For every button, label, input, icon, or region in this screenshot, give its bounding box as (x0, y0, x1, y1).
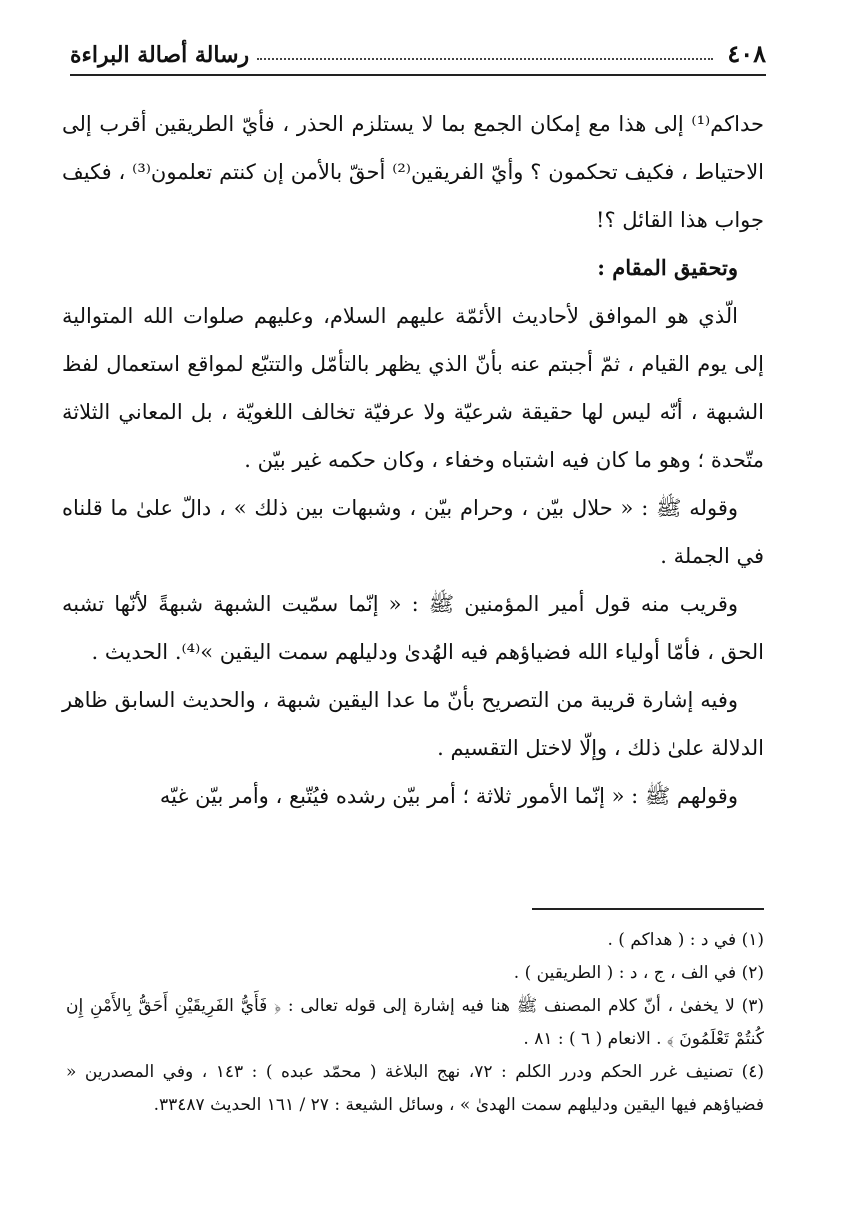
header-leader-dots (257, 58, 713, 60)
section-heading: وتحقيق المقام : (597, 255, 738, 280)
page-header (70, 28, 766, 76)
footnote: (١) في د : ( هداكم ) . (607, 930, 764, 950)
footnote: (٣) لا يخفىٰ ، أنّ كلام المصنف ﷺ هنا فيه إشارة إلى قوله تعالى : ﴿ فَأَيُّ الفَرِيقَيْنِ أَحَقُّ بِالأَمْنِ إِن كُنتُمْ تَعْلَمُونَ ﴾ . الانعام ( ٦ ) : ٨١ . (66, 996, 764, 1049)
footnote: (٤) تصنيف غرر الحكم ودرر الكلم : ٧٢، نهج البلاغة ( محمّد عبده ) : ١٤٣ ، وفي المصدرين « فضياؤهم فيها اليقين ودليلهم سمت الهدىٰ » ، وسائل الشيعة : ٢٧ / ١٦١ الحديث ٣٣٤٨٧. (66, 1062, 764, 1115)
page-number: ٤٠٨ (727, 39, 766, 68)
paragraph: الّذي هو الموافق لأحاديث الأئمّة عليهم السلام، وعليهم صلوات الله المتوالية إلى يوم القيام ، ثمّ أجبتم عنه بأنّ الذي يظهر بالتأمّل والتتبّع لمواقع استعمال لفظ الشبهة ، أنّه ليس لها حقيقة شرعيّة ولا عرفيّة تخالف اللغويّة ، بل المعاني الثلاثة متّحدة ؛ وهو ما كان فيه اشتباه وخفاء ، وكان حكمه غير بيّن . (62, 304, 764, 472)
main-text (62, 100, 764, 820)
paragraph: وفيه إشارة قريبة من التصريح بأنّ ما عدا اليقين شبهة ، والحديث السابق ظاهر الدلالة علىٰ ذلك ، وإلّا لاختل التقسيم . (62, 688, 764, 760)
paragraph: وقوله ﷺ : « حلال بيّن ، وحرام بيّن ، وشبهات بين ذلك » ، دالّ علىٰ ما قلناه في الجملة . (62, 496, 764, 568)
footnotes (66, 924, 764, 1122)
paragraph: حداكم⁽¹⁾ إلى هذا مع إمكان الجمع بما لا يستلزم الحذر ، فأيّ الطريقين أقرب إلى الاحتياط ، فكيف تحكمون ؟ وأيّ الفريقين⁽²⁾ أحقّ بالأمن إن كنتم تعلمون⁽³⁾ ، فكيف جواب هذا القائل ؟! (62, 112, 765, 232)
footnote: (٢) في الف ، ج ، د : ( الطريقين ) . (513, 963, 764, 983)
paragraph: وقولهم ﷺ : « إنّما الأمور ثلاثة ؛ أمر بيّن رشده فيُتّبع ، وأمر بيّن غيّه (159, 784, 738, 808)
footnote-separator (532, 908, 764, 910)
paragraph: وقريب منه قول أمير المؤمنين ﷺ : « إنّما سمّيت الشبهة شبهةً لأنّها تشبه الحق ، فأمّا أولياء الله فضياؤهم فيه الهُدىٰ ودليلهم سمت اليقين »⁽⁴⁾. الحديث . (62, 592, 764, 664)
running-title: رسالة أصالة البراءة (70, 42, 250, 68)
